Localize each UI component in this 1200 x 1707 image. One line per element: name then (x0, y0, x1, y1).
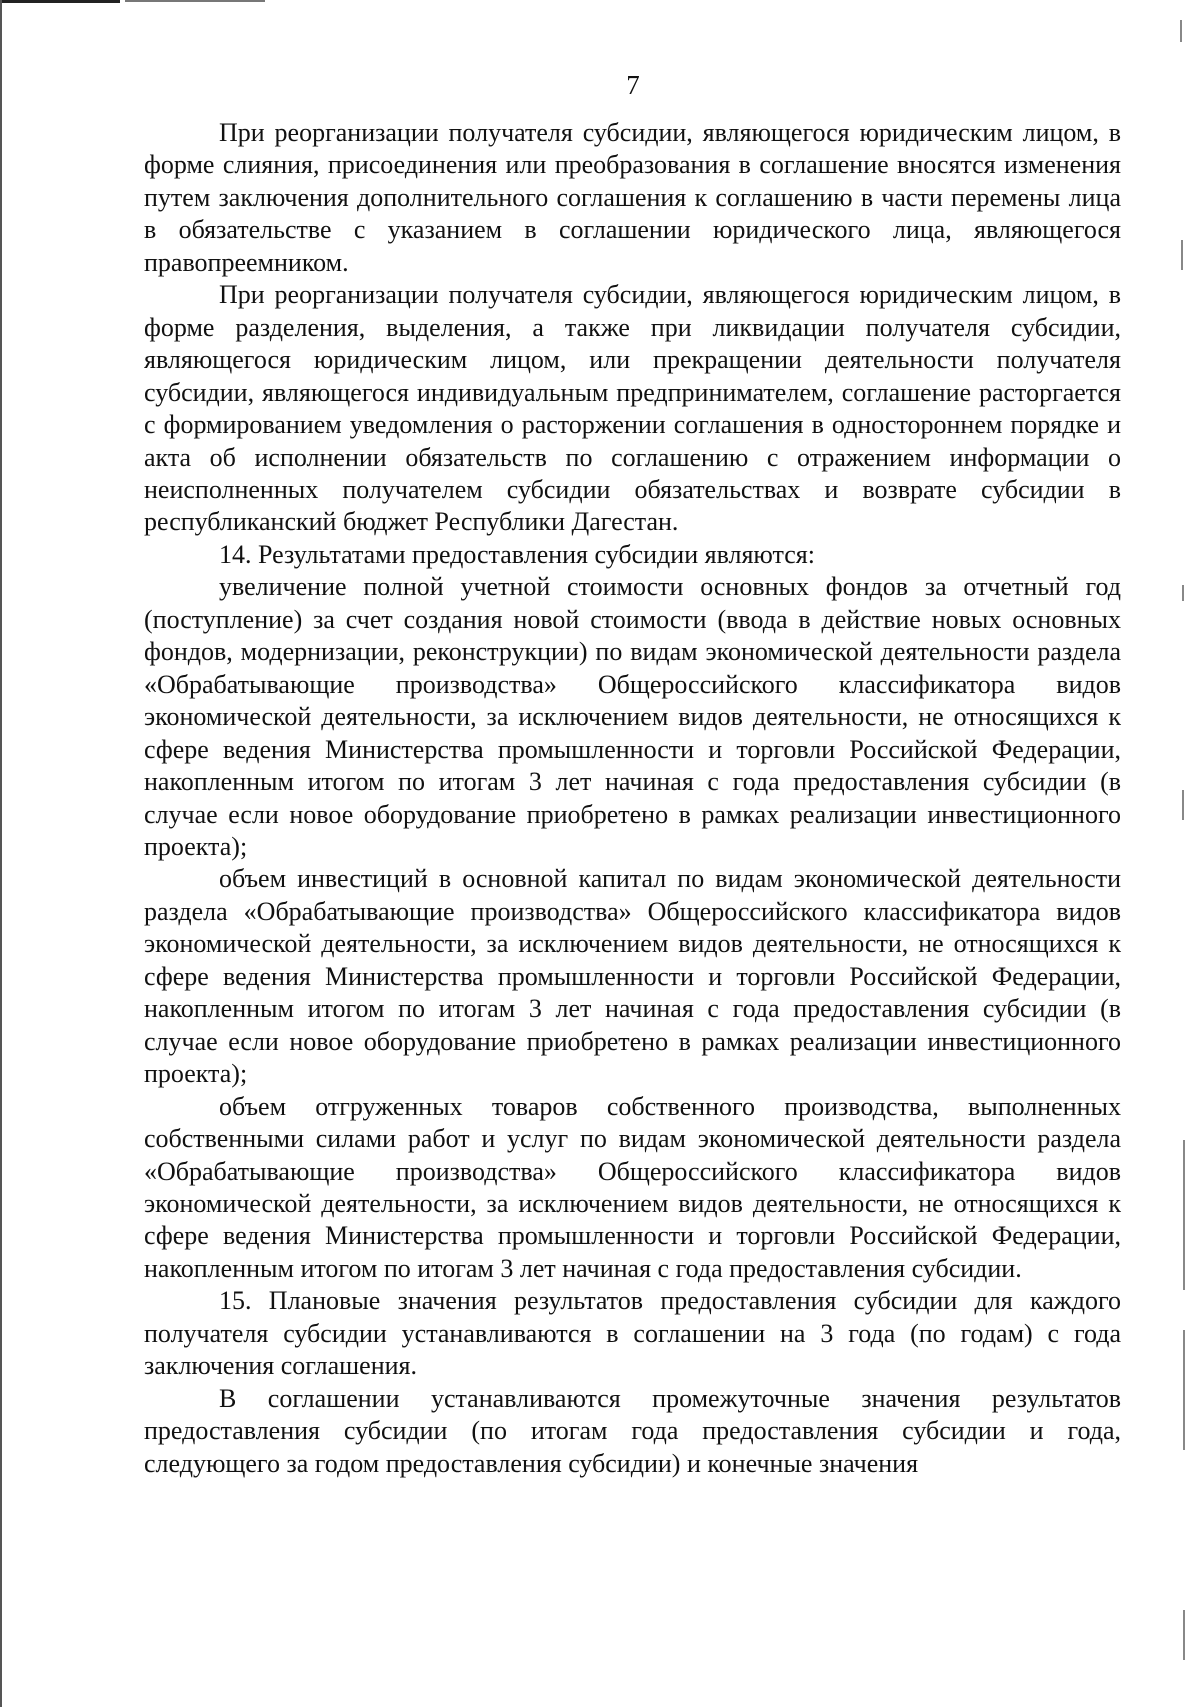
paragraph: При реорганизации получателя субсидии, являющегося юридическим лицом, в форме разделения, выделения, а также при ликвидации получателя субсидии, являющегося юридическим лицом, или прекращении деятельности получателя субсидии, являющегося индивидуальным предпринимателем, соглашение расторгается с формированием уведомления о расторжении соглашения в одностороннем порядке и акта об исполнении обязательств по соглашению с отражением информации о неисполненных получателем субсидии обязательствах и возврате субсидии в республиканский бюджет Республики Дагестан. (144, 280, 1121, 537)
document-body (144, 117, 1121, 1480)
scan-artifact-border (0, 0, 2, 1707)
page-number: 7 (626, 70, 640, 100)
paragraph: При реорганизации получателя субсидии, являющегося юридическим лицом, в форме слияния, присоединения или преобразования в соглашение вносятся изменения путем заключения дополнительного соглашения к соглашению в части перемены лица в обязательстве с указанием в соглашении юридического лица, являющегося правопреемником. (144, 118, 1121, 277)
scan-artifact-mark (1181, 240, 1183, 270)
scan-artifact-line (0, 0, 120, 3)
scan-artifact-mark (1182, 585, 1184, 601)
paragraph: В соглашении устанавливаются промежуточные значения результатов предоставления субсидии (по итогам года предоставления субсидии и года, следующего за годом предоставления субсидии) и конечные значения (144, 1383, 1121, 1478)
scan-artifact-mark (1183, 1140, 1185, 1290)
paragraph: 15. Плановые значения результатов предоставления субсидии для каждого получателя субсидии устанавливаются в соглашении на 3 года (по годам) с года заключения соглашения. (144, 1286, 1121, 1381)
paragraph: объем инвестиций в основной капитал по видам экономической деятельности раздела «Обрабатывающие производства» Общероссийского классификатора видов экономической деятельности, за исключением видов деятельности, не относящихся к сфере ведения Министерства промышленности и торговли Российской Федерации, накопленным итогом по итогам 3 лет начиная с года предоставления субсидии (в случае если новое оборудование приобретено в рамках реализации инвестиционного проекта); (144, 864, 1121, 1089)
scan-artifact-mark (1183, 1610, 1185, 1660)
scan-artifact-mark (1180, 20, 1182, 42)
scan-artifact-mark (1182, 790, 1184, 820)
paragraph: увеличение полной учетной стоимости основных фондов за отчетный год (поступление) за счет создания новой стоимости (ввода в действие новых основных фондов, модернизации, реконструкции) по видам экономической деятельности раздела «Обрабатывающие производства» Общероссийского классификатора видов экономической деятельности, за исключением видов деятельности, не относящихся к сфере ведения Министерства промышленности и торговли Российской Федерации, накопленным итогом по итогам 3 лет начиная с года предоставления субсидии (в случае если новое оборудование приобретено в рамках реализации инвестиционного проекта); (144, 572, 1121, 861)
scan-artifact-mark (1183, 1330, 1185, 1450)
paragraph: 14. Результатами предоставления субсидии являются: (219, 539, 815, 569)
paragraph: объем отгруженных товаров собственного производства, выполненных собственными силами работ и услуг по видам экономической деятельности раздела «Обрабатывающие производства» Общероссийского классификатора видов экономической деятельности, за исключением видов деятельности, не относящихся к сфере ведения Министерства промышленности и торговли Российской Федерации, накопленным итогом по итогам 3 лет начиная с года предоставления субсидии. (144, 1091, 1121, 1283)
scan-artifact-line (125, 0, 265, 2)
